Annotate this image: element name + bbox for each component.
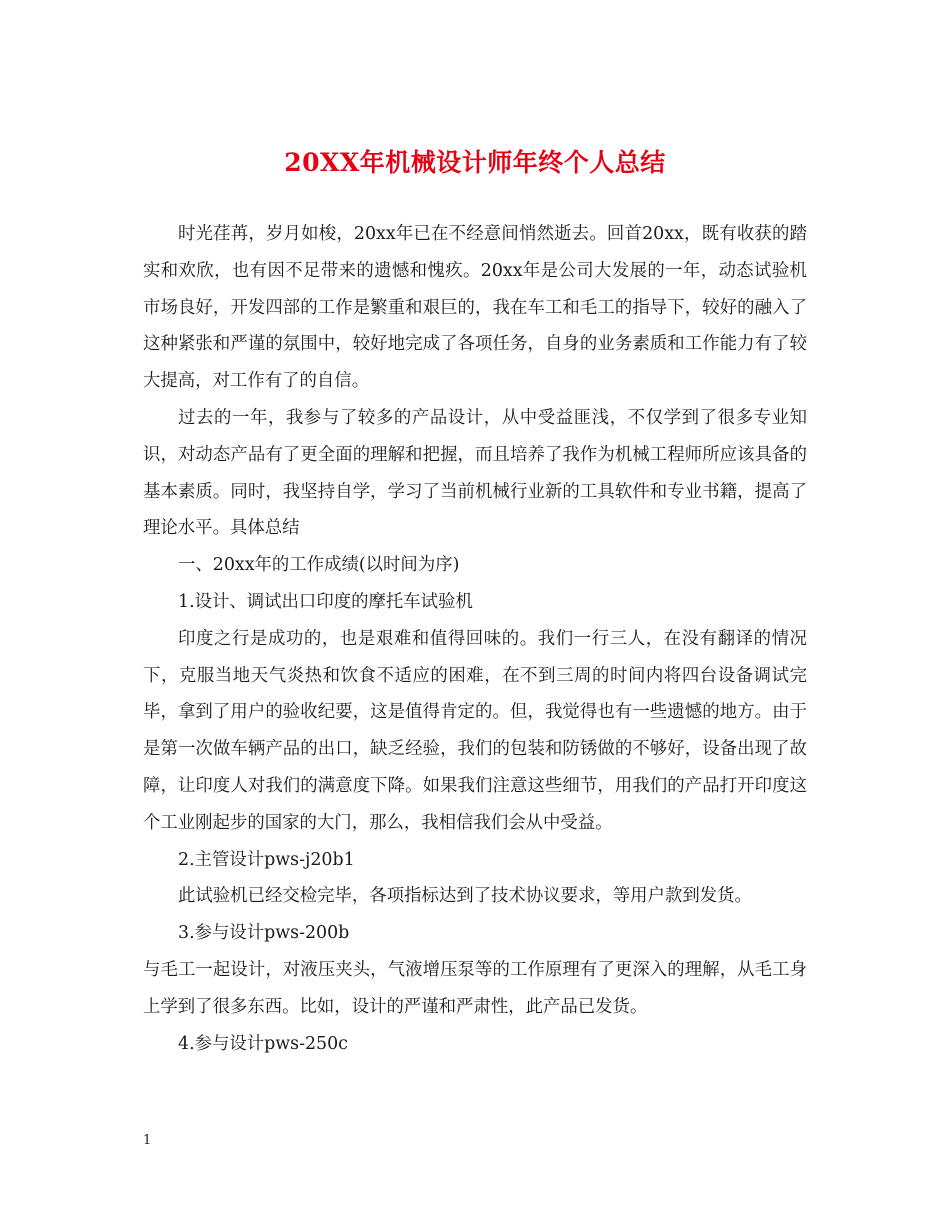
paragraph-item-2: 此试验机已经交检完毕，各项指标达到了技术协议要求，等用户款到发货。 [178, 886, 752, 907]
document-body [143, 216, 807, 1062]
item-heading-1: 1.设计、调试出口印度的摩托车试验机 [178, 591, 473, 612]
item-heading-4: 4.参与设计pws-250c [178, 1033, 348, 1054]
page-number: 1 [143, 1133, 152, 1148]
paragraph-india-trip: 印度之行是成功的，也是艰难和值得回味的。我们一行三人，在没有翻译的情况下，克服当地天气炎热和饮食不适应的困难，在不到三周的时间内将四台设备调试完毕，拿到了用户的验收纪要，这是值得肯定的。但，我觉得也有一些遗憾的地方。由于是第一次做车辆产品的出口，缺乏经验，我们的包装和防锈做的不够好，设备出现了故障，让印度人对我们的满意度下降。如果我们注意这些细节，用我们的产品打开印度这个工业刚起步的国家的大门，那么，我相信我们会从中受益。 [143, 628, 807, 833]
item-heading-3: 3.参与设计pws-200b [178, 923, 350, 944]
paragraph-intro: 时光荏苒，岁月如梭，20xx年已在不经意间悄然逝去。回首20xx，既有收获的踏实和欢欣，也有因不足带来的遗憾和愧疚。20xx年是公司大发展的一年，动态试验机市场良好，开发四部的工作是繁重和艰巨的，我在车工和毛工的指导下，较好的融入了这种紧张和严谨的氛围中，较好地完成了各项任务，自身的业务素质和工作能力有了较大提高，对工作有了的自信。 [143, 224, 807, 392]
document-title: 20XX年机械设计师年终个人总结 [284, 148, 666, 177]
paragraph-item-3: 与毛工一起设计，对液压夹头，气液增压泵等的工作原理有了更深入的理解，从毛工身上学到了很多东西。比如，设计的严谨和严肃性，此产品已发货。 [143, 959, 807, 1017]
item-heading-2: 2.主管设计pws-j20b1 [178, 849, 355, 870]
paragraph-past-year: 过去的一年，我参与了较多的产品设计，从中受益匪浅，不仅学到了很多专业知识，对动态产品有了更全面的理解和把握，而且培养了我作为机械工程师所应该具备的基本素质。同时，我坚持自学，学习了当前机械行业新的工具软件和专业书籍，提高了理论水平。具体总结 [143, 407, 807, 539]
section-heading-achievements: 一、20xx年的工作成绩(以时间为序) [178, 555, 460, 576]
